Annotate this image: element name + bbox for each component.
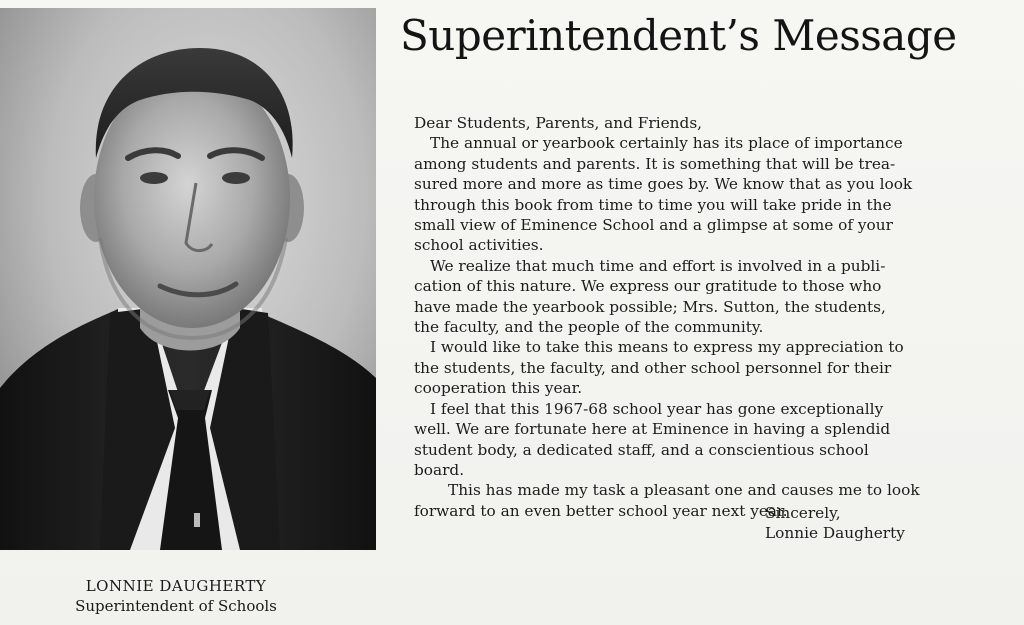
letter-line: I feel that this 1967-68 school year has gone exceptionally — [430, 399, 884, 418]
letter-line: have made the yearbook possible; Mrs. Sutton, the students, — [414, 297, 886, 316]
letter-line: well. We are fortunate here at Eminence in having a splendid — [414, 420, 891, 439]
letter-line: school activities. — [414, 236, 544, 255]
portrait-caption — [0, 576, 352, 616]
letter-line: through this book from time to time you will take pride in the — [414, 195, 892, 214]
letter-line: This has made my task a pleasant one and causes me to look — [448, 481, 920, 500]
salutation: Dear Students, Parents, and Friends, — [414, 114, 703, 132]
letter-line: The annual or yearbook certainly has its place of importance — [430, 134, 903, 153]
letter-line: the students, the faculty, and other school personnel for their — [414, 358, 892, 377]
letter-line: among students and parents. It is something that will be trea- — [414, 154, 896, 173]
letter-closing — [765, 503, 905, 544]
letter-line: sured more and more as time goes by. We know that as you look — [414, 175, 913, 194]
letter-body — [414, 113, 994, 521]
letter-line: cooperation this year. — [414, 379, 583, 398]
caption-role: Superintendent of Schools — [75, 597, 277, 615]
letter-line: student body, a dedicated staff, and a conscientious school — [414, 440, 869, 459]
letter-line: small view of Eminence School and a glimpse at some of your — [414, 216, 893, 235]
letter-line: forward to an even better school year next year. — [414, 501, 788, 520]
letter-line: I would like to take this means to express my appreciation to — [430, 338, 904, 357]
superintendent-portrait — [0, 8, 376, 550]
caption-name: LONNIE DAUGHERTY — [85, 577, 267, 595]
letter-line: the faculty, and the people of the community. — [414, 318, 764, 337]
signature-name: Lonnie Daugherty — [765, 524, 905, 543]
closing-word: Sincerely, — [765, 504, 841, 522]
letter-line: cation of this nature. We express our gratitude to those who — [414, 277, 882, 296]
page-title: Superintendent’s Message — [400, 11, 957, 60]
portrait-image — [0, 8, 376, 550]
letter-line: board. — [414, 460, 465, 479]
letter-line: We realize that much time and effort is involved in a publi- — [430, 256, 886, 275]
